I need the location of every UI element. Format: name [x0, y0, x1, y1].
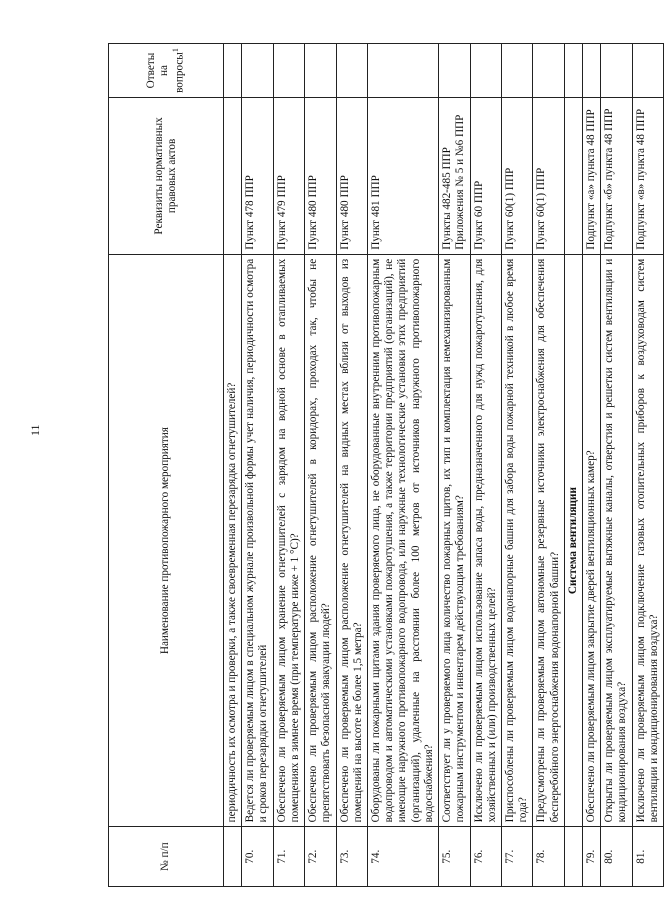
- row-name: Соответствует ли у проверяемого лица количество пожарных щитов, их тип и комплектация немеханизированным пожарным инструментом и инвентарем действующим требованиям?: [439, 254, 470, 827]
- table-row: [336, 44, 367, 887]
- row-name: Ведется ли проверяемым лицом в специальном журнале произвольной формы учет наличия, периодичности осмотра и сроков перезарядки огнетушителей: [242, 254, 273, 827]
- row-ref: Пункт 481 ППР: [367, 98, 438, 255]
- header-answer-label: Ответы на вопросы: [144, 52, 186, 93]
- row-num: 77.: [501, 827, 532, 887]
- header-num: № п/п: [109, 827, 224, 887]
- table-row: [533, 44, 564, 887]
- row-ref: Пункт 60 ППР: [470, 98, 501, 255]
- row-name: Обеспечено ли проверяемым лицом расположение огнетушителей в коридорах, проходах так, чтобы не препятствовать безопасной эвакуации людей?: [305, 254, 336, 827]
- row-num: [224, 827, 242, 887]
- table-row: [601, 44, 632, 887]
- section-title: Система вентиляции: [564, 254, 582, 827]
- table-header-row: [109, 44, 224, 887]
- row-name: Исключено ли проверяемым лицом использование запаса воды, предназначенного для нужд пожаротушения, для хозяйственных и (или) производственных целей?: [470, 254, 501, 827]
- table-row: [632, 44, 663, 887]
- row-ref: Подпункт «в» пункта 48 ППР: [632, 98, 663, 255]
- row-answer[interactable]: [601, 44, 632, 98]
- row-num: 76.: [470, 827, 501, 887]
- table-row: [224, 44, 242, 887]
- row-answer[interactable]: [439, 44, 470, 98]
- row-num: 81.: [632, 827, 663, 887]
- checklist-table: [108, 43, 664, 887]
- row-num: 72.: [305, 827, 336, 887]
- header-answer: [109, 44, 224, 98]
- row-ref: Пункт 480 ППР: [305, 98, 336, 255]
- section-row: [564, 44, 582, 887]
- row-name: Приспособлены ли проверяемым лицом водонапорные башни для забора воды пожарной техникой в любое время года?: [501, 254, 532, 827]
- row-num: 74.: [367, 827, 438, 887]
- row-ref: Пункт 479 ППР: [273, 98, 304, 255]
- row-name: Обеспечено ли проверяемым лицом хранение огнетушителей с зарядом на водной основе в отапливаемых помещениях в зимнее время (при температуре ниже + 1 °С)?: [273, 254, 304, 827]
- row-num: 79.: [583, 827, 601, 887]
- row-answer[interactable]: [367, 44, 438, 98]
- row-name: Оборудованы ли пожарными щитами здания проверяемого лица, не оборудованные внутренним противопожарным водопроводом и автоматическими установками пожаротушения, а также территории предприятий (организаций), не имеющие наружного противопожарного водопровода, или наружные технологические установки этих предприятий (организаций), удаленные на расстоянии более 100 метров от источников наружного противопожарного водоснабжения?: [367, 254, 438, 827]
- page-number: 11: [28, 424, 42, 436]
- table-row: [439, 44, 470, 887]
- row-answer[interactable]: [273, 44, 304, 98]
- table-row: [470, 44, 501, 887]
- row-answer[interactable]: [501, 44, 532, 98]
- table-row: [242, 44, 273, 887]
- row-name: Исключено ли проверяемым лицом подключение газовых отопительных приборов к воздуховодам систем вентиляции и кондиционирования воздуха?: [632, 254, 663, 827]
- row-num: 80.: [601, 827, 632, 887]
- table-row: [367, 44, 438, 887]
- row-num: 75.: [439, 827, 470, 887]
- section-empty-num: [564, 827, 582, 887]
- row-ref: Пункт 60(1) ППР: [501, 98, 532, 255]
- row-ref: [224, 98, 242, 255]
- row-ref: Подпункт «а» пункта 48 ППР: [583, 98, 601, 255]
- row-answer[interactable]: [224, 44, 242, 98]
- row-answer[interactable]: [242, 44, 273, 98]
- row-num: 73.: [336, 827, 367, 887]
- row-name: Предусмотрены ли проверяемым лицом автономные резервные источники электроснабжения для обеспечения бесперебойного энергоснабжения водонапорной башни?: [533, 254, 564, 827]
- row-name: периодичность их осмотра и проверки, а также своевременная перезарядка огнетушителей?: [224, 254, 242, 827]
- row-name: Открыты ли проверяемым лицом эксплуатируемые вытяжные каналы, отверстия и решетки систем вентиляции и кондиционирования воздуха?: [601, 254, 632, 827]
- row-ref: Пункт 480 ППР: [336, 98, 367, 255]
- table-row: [305, 44, 336, 887]
- header-ref: Реквизиты нормативных правовых актов: [109, 98, 224, 255]
- row-answer[interactable]: [632, 44, 663, 98]
- row-ref: Пункт 60(1) ППР: [533, 98, 564, 255]
- row-name: Обеспечено ли проверяемым лицом расположение огнетушителей на видных местах вблизи от выходов из помещений на высоте не более 1,5 метра?: [336, 254, 367, 827]
- row-answer[interactable]: [583, 44, 601, 98]
- table-row: [273, 44, 304, 887]
- section-empty-ref: [564, 98, 582, 255]
- row-num: 71.: [273, 827, 304, 887]
- answer-footnote-mark: 1: [171, 48, 181, 53]
- row-ref: Пункт 478 ППР: [242, 98, 273, 255]
- row-answer[interactable]: [533, 44, 564, 98]
- row-answer[interactable]: [470, 44, 501, 98]
- row-name: Обеспечено ли проверяемым лицом закрытие дверей вентиляционных камер?: [583, 254, 601, 827]
- row-num: 70.: [242, 827, 273, 887]
- row-answer[interactable]: [336, 44, 367, 98]
- section-empty-answer: [564, 44, 582, 98]
- header-name: Наименование противопожарного мероприятия: [109, 254, 224, 827]
- row-ref: Пункты 482-485 ППР Приложения № 5 и №6 ППР: [439, 98, 470, 255]
- row-num: 78.: [533, 827, 564, 887]
- table-row: [583, 44, 601, 887]
- table-row: [501, 44, 532, 887]
- row-ref: Подпункт «б» пункта 48 ППР: [601, 98, 632, 255]
- row-answer[interactable]: [305, 44, 336, 98]
